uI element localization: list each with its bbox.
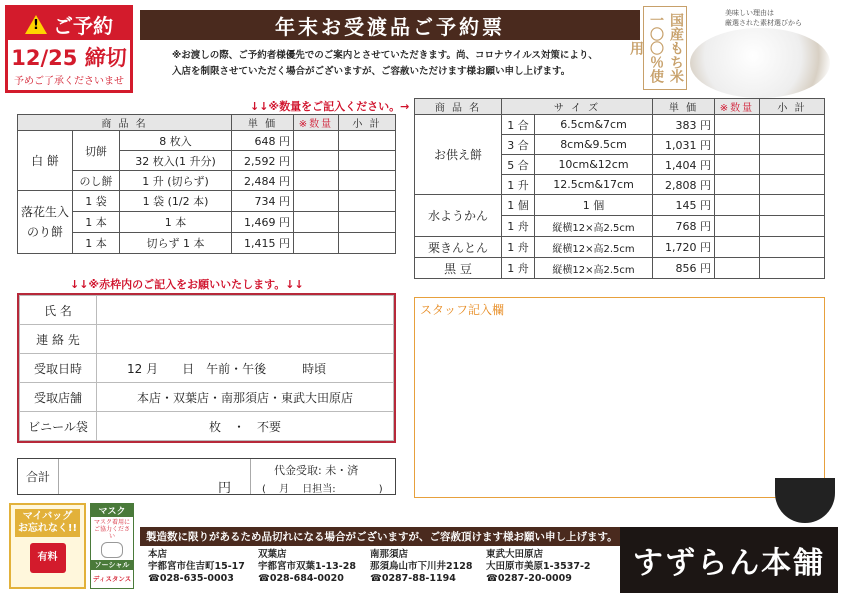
unit-cell: 1 袋: [73, 191, 120, 212]
form-note: ↓↓※赤枠内のご記入をお願いいたします。↓↓: [70, 278, 304, 291]
notice-line-2: 入店を制限させていただく場合がございますが、ご容赦いただけます様お願い申し上げます。: [172, 66, 571, 77]
tagline: [725, 8, 802, 28]
store-tel: ☎028-635-0003: [148, 573, 234, 584]
distance-label: ディスタンス: [92, 575, 132, 583]
table-row: [18, 212, 396, 233]
size-cell: 1 袋 (1/2 本): [120, 191, 232, 212]
header-subtotal: 小 計: [760, 99, 825, 115]
subtotal-cell[interactable]: [760, 135, 825, 155]
store-item: [486, 549, 596, 585]
price-cell: 2,484 円: [232, 171, 294, 191]
store-tel: ☎0287-88-1194: [370, 573, 456, 584]
bag-field[interactable]: 枚 ・ 不要: [97, 412, 394, 441]
mask-icon: [101, 542, 123, 558]
qty-input[interactable]: [715, 237, 760, 258]
unit-cell: 1 舟: [502, 216, 535, 237]
mochi-bowl-image: [775, 478, 835, 523]
qty-input[interactable]: [715, 258, 760, 279]
subtotal-cell[interactable]: [339, 171, 396, 191]
store-item: [148, 549, 258, 585]
price-cell: 768 円: [653, 216, 715, 237]
product-mizuyokan: 水ようかん: [415, 195, 502, 237]
price-cell: 856 円: [653, 258, 715, 279]
store-name: 本店: [148, 549, 168, 560]
table-row: [18, 191, 396, 212]
qty-note: ↓↓※数量をご記入ください。→: [250, 100, 410, 113]
brand-logo: すずらん本舗: [620, 527, 838, 593]
contact-field[interactable]: [97, 325, 394, 354]
mask-campaign: [90, 503, 134, 589]
qty-input[interactable]: [294, 151, 339, 171]
paid-bag-icon: 有料: [30, 543, 66, 573]
contact-label: 連 絡 先: [20, 325, 97, 354]
store-name: 東武大田原店: [486, 549, 544, 560]
subtotal-cell[interactable]: [760, 195, 825, 216]
table-row: [415, 237, 825, 258]
table-row: [18, 171, 396, 191]
subtotal-cell[interactable]: [760, 115, 825, 135]
warning-icon: [25, 15, 47, 34]
staff-area[interactable]: [414, 297, 825, 498]
unit-cell: 3 合: [502, 135, 535, 155]
total-yen[interactable]: 円: [218, 481, 232, 496]
date-staff[interactable]: ( 月 日担当: ): [262, 484, 383, 495]
qty-input[interactable]: [294, 212, 339, 233]
product-kirimochi: 切餅: [73, 131, 120, 171]
footer-note: 製造数に限りがあるため品切れになる場合がございますが、ご容赦頂けます様お願い申し上げます。: [140, 527, 621, 546]
unit-cell: 5 合: [502, 155, 535, 175]
size-cell: 1 升 (切らず): [120, 171, 232, 191]
warning-mark: !: [33, 17, 39, 33]
right-product-table: [414, 98, 825, 279]
subtotal-cell[interactable]: [339, 233, 396, 254]
header-name: 商 品 名: [18, 115, 232, 131]
price-cell: 1,031 円: [653, 135, 715, 155]
store-address: 那須烏山市下川井2128: [370, 561, 473, 572]
tagline-line-2: 厳選された素材選びから: [725, 19, 802, 27]
total-label: 合計: [18, 459, 59, 494]
mybag-line-2: お忘れなく!!: [17, 523, 78, 534]
unit-cell: 1 本: [73, 212, 120, 233]
size-cell: 10cm&12cm: [535, 155, 653, 175]
badge-note: 予めご了承くださいませ: [14, 76, 124, 87]
subtotal-cell[interactable]: [339, 191, 396, 212]
unit-cell: 1 個: [502, 195, 535, 216]
subtotal-cell[interactable]: [760, 216, 825, 237]
date-field[interactable]: 12 月 日 午前・午後 時頃: [97, 354, 394, 383]
store-name: 南那須店: [370, 549, 409, 560]
product-rakka-line-2: のり餅: [27, 225, 64, 239]
subtotal-cell[interactable]: [760, 175, 825, 195]
store-address: 宇都宮市双葉1-13-28: [258, 561, 356, 572]
name-label: 氏 名: [20, 296, 97, 325]
subtotal-cell[interactable]: [339, 151, 396, 171]
price-cell: 734 円: [232, 191, 294, 212]
unit-cell: 1 舟: [502, 258, 535, 279]
size-cell: 12.5cm&17cm: [535, 175, 653, 195]
price-cell: 648 円: [232, 131, 294, 151]
store-field[interactable]: 本店・双葉店・南那須店・東武大田原店: [97, 383, 394, 412]
table-row: [415, 115, 825, 135]
qty-input[interactable]: [715, 135, 760, 155]
left-product-table: [17, 114, 396, 254]
bag-label: ビニール袋: [20, 412, 97, 441]
tagline-line-1: 美味しい理由は: [725, 9, 774, 17]
rice-seal: 国産もち米一〇〇％使用: [643, 6, 687, 90]
header-size: サ イ ズ: [502, 99, 653, 115]
size-cell: 8 枚入: [120, 131, 232, 151]
price-cell: 1,720 円: [653, 237, 715, 258]
size-cell: 縦横12×高2.5cm: [535, 237, 653, 258]
qty-input[interactable]: [715, 175, 760, 195]
size-cell: 1 本: [120, 212, 232, 233]
size-cell: 切らず 1 本: [120, 233, 232, 254]
store-tel: ☎0287-20-0009: [486, 573, 572, 584]
notice-line-1: ※お渡しの際、ご予約者様優先でのご案内とさせていただきます。尚、コロナウイルス対策により、: [172, 50, 598, 61]
table-row: [415, 195, 825, 216]
deadline-date: 12/25 締切: [11, 46, 127, 70]
product-rakka-line-1: 落花生入: [21, 205, 70, 219]
size-cell: 32 枚入(1 升分): [120, 151, 232, 171]
qty-input[interactable]: [715, 195, 760, 216]
table-row: [18, 131, 396, 151]
price-cell: 1,404 円: [653, 155, 715, 175]
subtotal-cell[interactable]: [760, 237, 825, 258]
price-cell: 1,415 円: [232, 233, 294, 254]
size-cell: 縦横12×高2.5cm: [535, 258, 653, 279]
store-address: 宇都宮市住吉町15-17: [148, 561, 245, 572]
qty-input[interactable]: [715, 216, 760, 237]
qty-input[interactable]: [294, 233, 339, 254]
qty-input[interactable]: [294, 191, 339, 212]
product-shiromochi: 白 餅: [18, 131, 73, 191]
payment-status[interactable]: 代金受取: 未・済: [274, 464, 359, 477]
qty-input[interactable]: [715, 155, 760, 175]
mybag-campaign: [9, 503, 86, 589]
product-rakka: [18, 191, 73, 254]
price-cell: 2,808 円: [653, 175, 715, 195]
table-row: [415, 258, 825, 279]
product-kuromame: 黒 豆: [415, 258, 502, 279]
unit-cell: 1 合: [502, 115, 535, 135]
qty-input[interactable]: [715, 115, 760, 135]
product-osonae: お供え餅: [415, 115, 502, 195]
subtotal-cell[interactable]: [339, 131, 396, 151]
staff-label: スタッフ記入欄: [420, 303, 505, 317]
subtotal-cell[interactable]: [339, 212, 396, 233]
store-name: 双葉店: [258, 549, 287, 560]
price-cell: 383 円: [653, 115, 715, 135]
header-subtotal: 小 計: [339, 115, 396, 131]
mybag-title: [15, 509, 80, 537]
social-title: ソーシャル: [91, 560, 133, 570]
price-cell: 1,469 円: [232, 212, 294, 233]
deadline-badge: [5, 5, 133, 93]
store-label: 受取店舗: [20, 383, 97, 412]
header-name: 商 品 名: [415, 99, 502, 115]
size-cell: 縦横12×高2.5cm: [535, 216, 653, 237]
header-price: 単 価: [232, 115, 294, 131]
date-label: 受取日時: [20, 354, 97, 383]
price-cell: 2,592 円: [232, 151, 294, 171]
store-tel: ☎028-684-0020: [258, 573, 344, 584]
name-field[interactable]: [97, 296, 394, 325]
unit-cell: 1 本: [73, 233, 120, 254]
total-box: [17, 458, 396, 495]
rice-image: [690, 28, 830, 98]
product-kurikinton: 栗きんとん: [415, 237, 502, 258]
mybag-line-1: マイバッグ: [22, 511, 73, 522]
qty-input[interactable]: [294, 171, 339, 191]
store-item: [258, 549, 368, 585]
badge-header: [8, 8, 130, 40]
badge-headline: ご予約: [53, 13, 113, 38]
subtotal-cell[interactable]: [760, 258, 825, 279]
store-item: [370, 549, 480, 585]
header-qty: ※数量: [715, 99, 760, 115]
subtotal-cell[interactable]: [760, 155, 825, 175]
mask-title: マスク: [91, 504, 133, 517]
price-cell: 145 円: [653, 195, 715, 216]
table-row: [18, 233, 396, 254]
total-divider: [250, 459, 251, 494]
size-cell: 6.5cm&7cm: [535, 115, 653, 135]
qty-input[interactable]: [294, 131, 339, 151]
store-address: 大田原市美原1-3537-2: [486, 561, 591, 572]
unit-cell: 1 舟: [502, 237, 535, 258]
product-noshimochi: のし餅: [73, 171, 120, 191]
header-price: 単 価: [653, 99, 715, 115]
size-cell: 1 個: [535, 195, 653, 216]
customer-form: [17, 293, 396, 443]
header-qty: ※数量: [294, 115, 339, 131]
page-title: 年末お受渡品ご予約票: [140, 10, 640, 40]
mask-note: マスク着用にご協力ください: [93, 519, 130, 540]
notice: [172, 48, 598, 80]
unit-cell: 1 升: [502, 175, 535, 195]
size-cell: 8cm&9.5cm: [535, 135, 653, 155]
